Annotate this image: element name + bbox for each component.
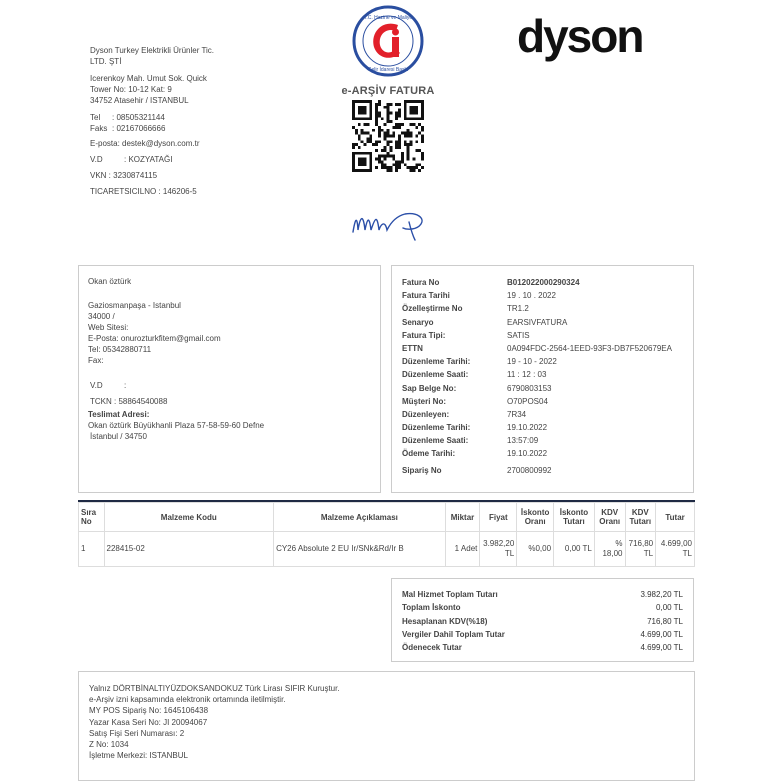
table-header-cell: İskonto Tutarı [554, 503, 595, 532]
invoice-field-label: Düzenleme Tarihi: [402, 423, 471, 433]
note-line: MY POS Sipariş No: 1645106438 [89, 706, 209, 716]
note-line: Yalnız DÖRTBİNALTIYÜZDOKSANDOKUZ Türk Lirası SIFIR Kuruştur. [89, 684, 340, 693]
total-value: 0,00 TL [656, 603, 683, 613]
total-row [402, 615, 683, 628]
seller-address: Icerenkoy Mah. Umut Sok. Quick [90, 74, 207, 83]
table-cell: 228415-02 [104, 532, 274, 567]
items-table [78, 502, 695, 567]
seller-fax: Faks : 02167066666 [90, 124, 166, 133]
table-header-row [79, 503, 695, 532]
totals-box [391, 578, 694, 662]
table-header-cell: Malzeme Açıklaması [274, 503, 446, 532]
invoice-field-label: Düzenleyen: [402, 409, 450, 419]
seller-info [90, 45, 260, 197]
table-header-cell: Sıra No [79, 503, 105, 532]
invoice-field [402, 316, 672, 329]
invoice-field-label: Düzenleme Saati: [402, 370, 469, 380]
svg-text:T.C. Hazine ve Maliye: T.C. Hazine ve Maliye [363, 15, 413, 21]
table-cell: 1 [79, 532, 105, 567]
invoice-field [402, 329, 672, 342]
invoice-field-label: Özelleştirme No [402, 304, 463, 314]
invoice-field-value: 2700800992 [507, 465, 552, 475]
table-header-cell: KDV Oranı [594, 503, 625, 532]
seller-vd: V.D : KOZYATAĞI [90, 155, 173, 164]
qr-code-icon [352, 100, 424, 172]
table-cell: 716,80 TL [625, 532, 656, 567]
note-line: Satış Fişi Seri Numarası: 2 [89, 728, 185, 738]
note-line: Z No: 1034 [89, 740, 129, 750]
table-header-cell: Tutar [656, 503, 695, 532]
invoice-field-value: TR1.2 [507, 304, 529, 314]
invoice-field [402, 434, 672, 447]
svg-text:dyson: dyson [517, 10, 643, 62]
buyer-address: Gaziosmanpaşa - Istanbul [88, 301, 181, 310]
seller-vkn: VKN : 3230874115 [90, 171, 158, 180]
invoice-field-value: 19 - 10 - 2022 [507, 357, 557, 367]
total-value: 3.982,20 TL [640, 590, 683, 599]
total-row [402, 601, 683, 614]
table-header-cell: KDV Tutarı [625, 503, 656, 532]
invoice-field [402, 302, 672, 315]
note-line: Yazar Kasa Seri No: JI 20094067 [89, 717, 208, 727]
buyer-fax: Fax: [88, 356, 104, 365]
invoice-field-value: 19.10.2022 [507, 449, 548, 459]
delivery-title: Teslimat Adresi: [88, 410, 150, 419]
total-label: Mal Hizmet Toplam Tutarı [402, 590, 498, 599]
total-label: Ödenecek Tutar [402, 643, 462, 653]
invoice-field-value: B012022000290324 [507, 278, 580, 287]
table-cell: CY26 Absolute 2 EU Ir/SNk&Rd/Ir B [274, 532, 446, 567]
total-label: Vergiler Dahil Toplam Tutar [402, 629, 505, 639]
seller-address-3: 34752 Atasehir / ISTANBUL [90, 96, 189, 105]
table-header-cell: Malzeme Kodu [104, 503, 274, 532]
gib-seal-icon [352, 5, 424, 77]
invoice-field [402, 421, 672, 434]
invoice-field-value: 19 . 10 . 2022 [507, 291, 556, 301]
dyson-logo [517, 4, 657, 64]
invoice-field-label: Düzenleme Saati: [402, 436, 469, 446]
buyer-box [78, 265, 381, 493]
invoice-field-value: EARSIVFATURA [507, 317, 568, 327]
invoice-field-value: 11 : 12 : 03 [507, 370, 547, 380]
notes-box [78, 671, 695, 781]
invoice-field [402, 464, 672, 477]
total-label: Toplam İskonto [402, 603, 461, 613]
total-value: 716,80 TL [647, 616, 683, 626]
invoice-field-label: Düzenleme Tarihi: [402, 357, 471, 367]
invoice-field-label: Fatura No [402, 278, 440, 287]
total-value: 4.699,00 TL [640, 629, 683, 639]
table-cell: 4.699,00 TL [656, 532, 695, 567]
note-line: İşletme Merkezi: ISTANBUL [89, 751, 188, 761]
doc-title: e-ARŞİV FATURA [341, 85, 435, 97]
invoice-field-value: SATIS [507, 330, 530, 340]
buyer-tel: Tel: 05342880711 [88, 345, 152, 354]
signature-icon [345, 200, 435, 245]
svg-text:Gelir İdaresi Başk.: Gelir İdaresi Başk. [367, 67, 409, 73]
table-header-cell: Fiyat [480, 503, 517, 532]
invoice-field-label: ETTN [402, 343, 423, 353]
seller-name-2: LTD. ŞTİ [90, 57, 122, 66]
total-value: 4.699,00 TL [640, 643, 683, 653]
invoice-info-box [391, 265, 694, 493]
total-row [402, 641, 683, 654]
buyer-name: Okan öztürk [88, 277, 132, 286]
total-row [402, 588, 683, 601]
invoice-field [402, 395, 672, 408]
invoice-field [402, 342, 672, 355]
buyer-postal: 34000 / [88, 312, 115, 321]
invoice-field-value: 19.10.2022 [507, 423, 548, 433]
table-header-cell: İskonto Oranı [517, 503, 554, 532]
buyer-website: Web Sitesi: [88, 323, 129, 332]
table-cell: 0,00 TL [554, 532, 595, 567]
invoice-field-label: Sap Belge No: [402, 383, 457, 393]
seller-email: E-posta: destek@dyson.com.tr [90, 139, 200, 148]
invoice-field-value: 6790803153 [507, 383, 552, 393]
invoice-field [402, 382, 672, 395]
invoice-field [402, 447, 672, 460]
table-row [79, 532, 695, 567]
seller-ticaret: TICARETSICILNO : 146206-5 [90, 187, 197, 196]
invoice-field [402, 368, 672, 381]
invoice-field [402, 408, 672, 421]
invoice-field-value: 7R34 [507, 409, 527, 419]
invoice-field-label: Müşteri No: [402, 396, 446, 406]
invoice-field-value: 0A094FDC-2564-1EED-93F3-DB7F520679EA [507, 343, 672, 353]
table-cell: % 18,00 [594, 532, 625, 567]
seller-address-2: Tower No: 10-12 Kat: 9 [90, 85, 172, 94]
delivery-address-2: İstanbul / 34750 [90, 432, 147, 441]
buyer-tckn: TCKN : 58864540088 [90, 397, 168, 406]
total-row [402, 628, 683, 641]
seller-tel: Tel : 08505321144 [90, 113, 165, 122]
invoice-field [402, 355, 672, 368]
invoice-field-value: O70POS04 [507, 396, 548, 406]
buyer-email: E-Posta: onurozturkfitem@gmail.com [88, 334, 221, 343]
invoice-field [402, 289, 672, 302]
invoice-field-label: Sipariş No [402, 465, 442, 475]
invoice-field-value: 13:57:09 [507, 436, 539, 446]
invoice-field-label: Fatura Tarihi [402, 291, 450, 301]
note-line: e-Arşiv izni kapsamında elektronik ortamında iletilmiştir. [89, 695, 286, 705]
invoice-field [402, 276, 672, 289]
delivery-address: Okan öztürk Büyükhanli Plaza 57-58-59-60 Defne [88, 421, 265, 430]
invoice-field-label: Ödeme Tarihi: [402, 449, 456, 459]
invoice-field-label: Fatura Tipi: [402, 330, 446, 340]
seller-name: Dyson Turkey Elektrikli Ürünler Tic. [90, 46, 215, 55]
table-cell: %0,00 [517, 532, 554, 567]
total-label: Hesaplanan KDV(%18) [402, 616, 488, 626]
table-cell: 1 Adet [445, 532, 480, 567]
table-cell: 3.982,20 TL [480, 532, 517, 567]
table-header-cell: Miktar [445, 503, 480, 532]
buyer-vd: V.D : [90, 381, 127, 390]
invoice-field-label: Senaryo [402, 317, 434, 327]
